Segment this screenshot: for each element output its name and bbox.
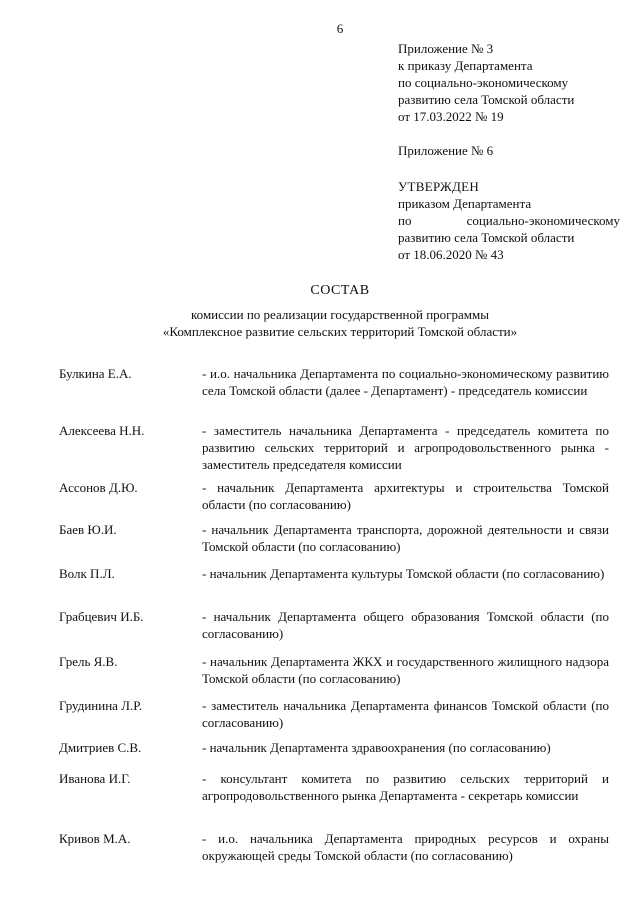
member-row [59, 479, 609, 521]
appendix-line: от 17.03.2022 № 19 [398, 109, 504, 124]
member-name: Ассонов Д.Ю. [59, 480, 138, 495]
member-name: Грудинина Л.Р. [59, 698, 143, 713]
member-row [59, 697, 609, 739]
member-name: Иванова И.Г. [59, 771, 131, 786]
subtitle-line: комиссии по реализации государственной программы [191, 307, 489, 322]
member-role: - начальник Департамента здравоохранения (по согласованию) [202, 740, 551, 755]
member-role: - заместитель начальника Департамента финансов Томской области (по согласованию) [202, 698, 609, 730]
member-name: Баев Ю.И. [59, 522, 117, 537]
member-name: Булкина Е.А. [59, 366, 132, 381]
member-name: Грель Я.В. [59, 654, 118, 669]
approved-line-part: по [398, 213, 412, 228]
member-row [59, 422, 609, 479]
approved-line: от 18.06.2020 № 43 [398, 247, 504, 262]
member-name: Кривов М.А. [59, 831, 131, 846]
member-name: Дмитриев С.В. [59, 740, 142, 755]
member-role: - начальник Департамента ЖКХ и государственного жилищного надзора Томской области (по согласованию) [202, 654, 609, 686]
approved-line: приказом Департамента [398, 196, 532, 211]
appendix-line: по социально-экономическому [398, 75, 569, 90]
member-role: - заместитель начальника Департамента - председатель комитета по развитию сельских территорий и агропродовольственного рынка - заместитель председателя комиссии [202, 423, 609, 472]
document-subtitle [0, 306, 640, 340]
member-role: - начальник Департамента общего образования Томской области (по согласованию) [202, 609, 609, 641]
member-row [59, 653, 609, 697]
approved-block [398, 178, 620, 263]
appendix-block [398, 40, 623, 159]
member-role: - начальник Департамента транспорта, дорожной деятельности и связи Томской области (по согласованию) [202, 522, 609, 554]
approved-title: УТВЕРЖДЕН [398, 179, 480, 194]
member-role: - начальник Департамента культуры Томской области (по согласованию) [202, 566, 605, 581]
member-row [59, 770, 609, 830]
approved-line-part: социально-экономическому [466, 213, 620, 228]
member-row [59, 608, 609, 653]
approved-line: развитию села Томской области [398, 230, 575, 245]
member-name: Грабцевич И.Б. [59, 609, 144, 624]
appendix-line: к приказу Департамента [398, 58, 533, 73]
member-role: - начальник Департамента архитектуры и строительства Томской области (по согласованию) [202, 480, 609, 512]
member-name: Волк П.Л. [59, 566, 115, 581]
approved-line [398, 212, 620, 229]
document-title: СОСТАВ [310, 283, 370, 298]
member-row [59, 521, 609, 565]
member-role: - и.о. начальника Департамента природных ресурсов и охраны окружающей среды Томской области (по согласованию) [202, 831, 609, 863]
member-role: - и.о. начальника Департамента по социально-экономическому развитию села Томской области (далее - Департамент) - председатель комиссии [202, 366, 609, 398]
member-row [59, 830, 609, 870]
member-row [59, 565, 609, 608]
appendix-line: развитию села Томской области [398, 92, 575, 107]
appendix-line: Приложение № 3 [398, 41, 494, 56]
subtitle-line: «Комплексное развитие сельских территорий Томской области» [162, 324, 518, 339]
member-row [59, 365, 609, 422]
page-number: 6 [336, 21, 344, 36]
member-row [59, 739, 609, 770]
appendix-number: Приложение № 6 [398, 143, 494, 158]
member-name: Алексеева Н.Н. [59, 423, 145, 438]
members-list [59, 365, 609, 870]
member-role: - консультант комитета по развитию сельских территорий и агропродовольственного рынка Департамента - секретарь комиссии [202, 771, 609, 803]
